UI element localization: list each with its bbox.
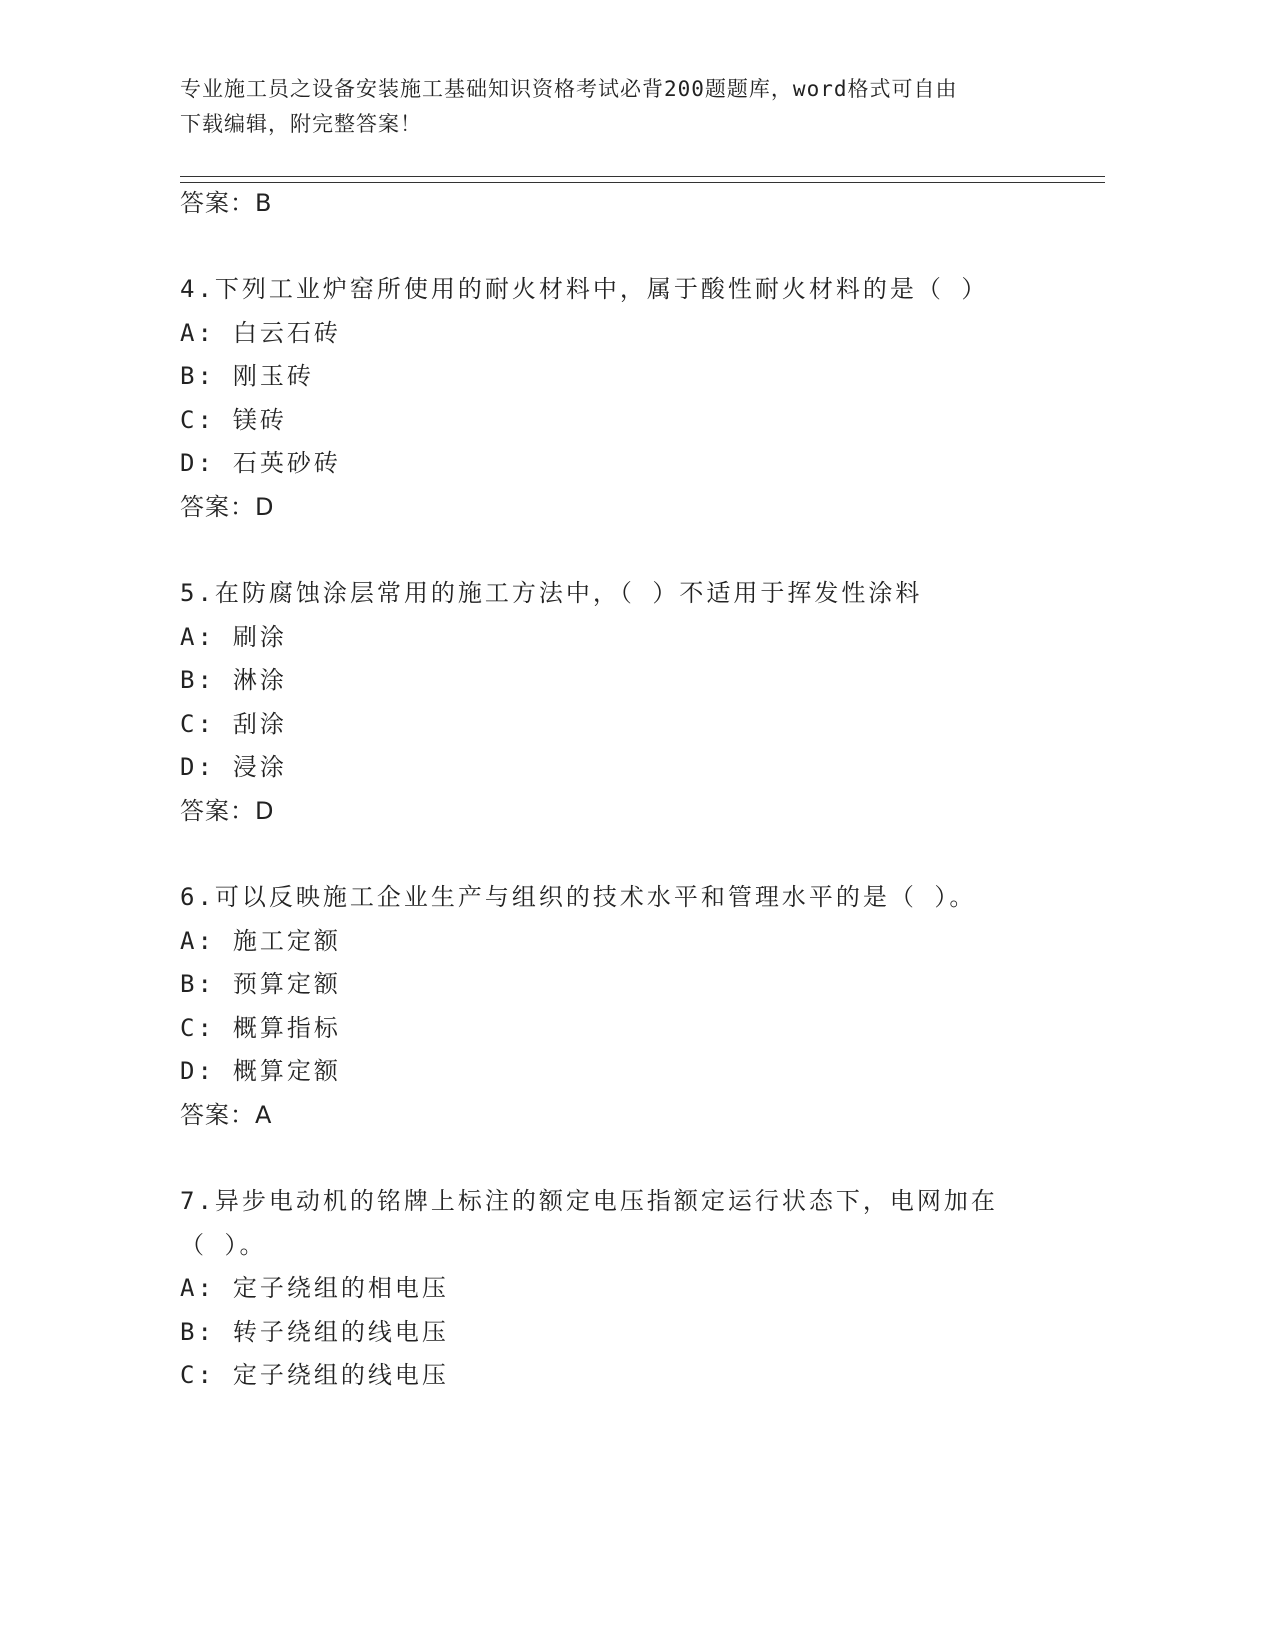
option-text: 施工定额: [232, 926, 341, 955]
option-a: [180, 920, 1105, 964]
spacer: [180, 529, 1105, 572]
option-c: [180, 399, 1105, 443]
option-d: [180, 442, 1105, 486]
option-letter: B: [180, 970, 198, 999]
question-block: [180, 876, 1105, 1137]
option-a: [180, 1267, 1105, 1311]
option-text: 刷涂: [232, 622, 287, 651]
option-b: [180, 1311, 1105, 1355]
option-separator: :: [197, 405, 215, 434]
option-separator: :: [197, 753, 215, 782]
option-letter: A: [180, 318, 198, 347]
option-letter: A: [180, 622, 198, 651]
option-d: [180, 1050, 1105, 1094]
option-separator: :: [197, 1057, 215, 1086]
option-text: 石英砂砖: [232, 449, 341, 478]
option-letter: C: [180, 709, 198, 738]
option-a: [180, 616, 1105, 660]
previous-answer: 答案：B: [180, 189, 273, 217]
option-text: 定子绕组的相电压: [232, 1274, 449, 1303]
question-text: 6.可以反映施工企业生产与组织的技术水平和管理水平的是（ ）。: [180, 882, 977, 911]
option-text: 镁砖: [232, 405, 287, 434]
option-separator: :: [197, 926, 215, 955]
option-text: 定子绕组的线电压: [232, 1361, 449, 1390]
option-letter: A: [180, 1274, 198, 1303]
option-separator: :: [197, 1274, 215, 1303]
option-text: 淋涂: [232, 666, 287, 695]
option-b: [180, 355, 1105, 399]
option-separator: :: [197, 970, 215, 999]
option-separator: :: [197, 666, 215, 695]
option-separator: :: [197, 622, 215, 651]
option-letter: C: [180, 405, 198, 434]
document-header: [180, 72, 1060, 142]
option-c: [180, 703, 1105, 747]
answer-line: 答案：A: [180, 1100, 273, 1129]
option-separator: :: [197, 449, 215, 478]
option-letter: B: [180, 666, 198, 695]
option-text: 刚玉砖: [232, 362, 314, 391]
option-text: 浸涂: [232, 753, 287, 782]
header-line-1: 专业施工员之设备安装施工基础知识资格考试必背200题题库，word格式可自由: [180, 77, 958, 101]
spacer: [180, 1137, 1105, 1180]
question-block: [180, 572, 1105, 833]
option-letter: B: [180, 1317, 198, 1346]
question-text: 7.异步电动机的铭牌上标注的额定电压指额定运行状态下，电网加在: [180, 1186, 998, 1215]
option-letter: B: [180, 362, 198, 391]
option-letter: C: [180, 1361, 198, 1390]
option-text: 预算定额: [232, 970, 341, 999]
option-text: 概算指标: [232, 1013, 341, 1042]
header-line-2: 下载编辑，附完整答案！: [180, 112, 422, 136]
spacer: [180, 833, 1105, 876]
question-text: 5.在防腐蚀涂层常用的施工方法中，（ ）不适用于挥发性涂料: [180, 578, 923, 607]
option-b: [180, 659, 1105, 703]
option-separator: :: [197, 709, 215, 738]
answer-line: 答案：D: [180, 492, 275, 521]
option-separator: :: [197, 362, 215, 391]
option-letter: D: [180, 753, 198, 782]
option-b: [180, 963, 1105, 1007]
option-text: 刮涂: [232, 709, 287, 738]
answer-line: 答案：D: [180, 796, 275, 825]
option-separator: :: [197, 1013, 215, 1042]
option-c: [180, 1007, 1105, 1051]
spacer: [180, 225, 1105, 268]
option-text: 转子绕组的线电压: [232, 1317, 449, 1346]
question-text-continued: （ ）。: [180, 1230, 267, 1259]
option-c: [180, 1354, 1105, 1398]
option-separator: :: [197, 318, 215, 347]
option-separator: :: [197, 1317, 215, 1346]
option-letter: D: [180, 449, 198, 478]
option-text: 白云石砖: [232, 318, 341, 347]
question-block: [180, 1180, 1105, 1398]
question-block: [180, 268, 1105, 529]
option-letter: C: [180, 1013, 198, 1042]
question-text: 4.下列工业炉窑所使用的耐火材料中，属于酸性耐火材料的是（ ）: [180, 275, 989, 303]
option-letter: A: [180, 926, 198, 955]
option-separator: :: [197, 1361, 215, 1390]
question-list: [180, 182, 1105, 1398]
option-a: [180, 312, 1105, 356]
option-d: [180, 746, 1105, 790]
option-letter: D: [180, 1057, 198, 1086]
option-text: 概算定额: [232, 1057, 341, 1086]
